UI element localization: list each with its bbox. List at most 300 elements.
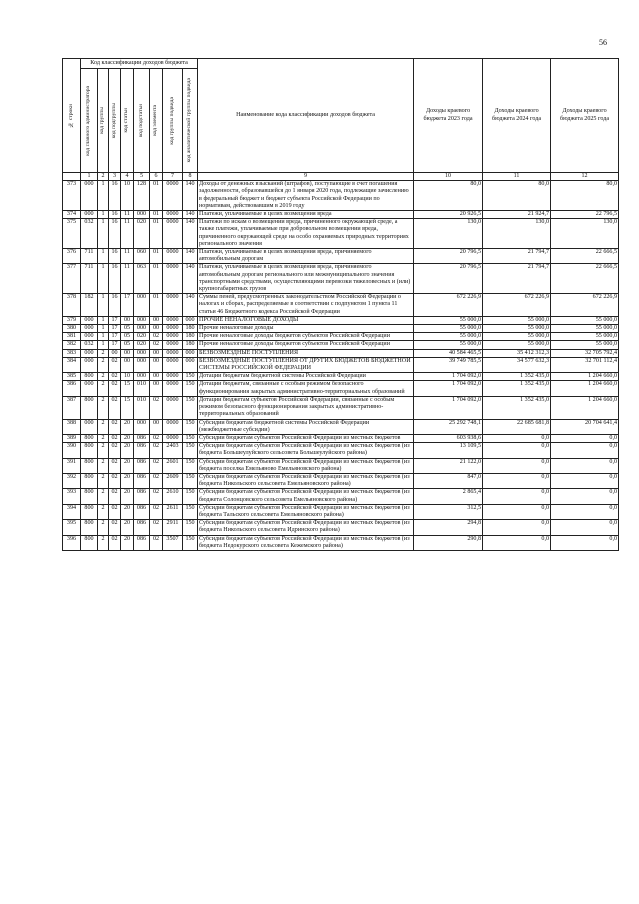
code-cell: 20 [121,489,134,504]
amount-cell: 672 226,9 [551,294,619,317]
amount-cell: 1 204 660,0 [551,373,619,381]
amount-cell: 32 701 112,4 [551,357,619,372]
code-cell: 00 [121,316,134,324]
column-index-cell: 12 [551,173,619,181]
column-index-cell: 8 [183,173,198,181]
code-cell: 02 [109,473,121,488]
header-budget-2023: Доходы краевого бюджета 2023 года [414,59,483,173]
code-cell: 2 [98,357,109,372]
amount-cell: 847,0 [414,473,483,488]
code-cell: 10 [121,373,134,381]
code-cell: 000 [81,333,98,341]
code-cell: 032 [81,341,98,349]
header-code-col: код подстатьи [134,69,150,173]
code-cell: 800 [81,458,98,473]
code-cell: 0000 [163,316,183,324]
code-cell: 128 [134,181,150,211]
code-cell: 140 [183,211,198,219]
row-number-cell: 382 [63,341,81,349]
code-cell: 2 [98,396,109,419]
code-cell: 02 [150,443,163,458]
code-cell: 01 [150,211,163,219]
code-cell: 800 [81,396,98,419]
amount-cell: 21 794,7 [483,264,551,294]
code-cell: 140 [183,219,198,249]
code-cell: 20 [121,434,134,442]
table-row [63,504,619,519]
row-number-cell: 389 [63,434,81,442]
code-cell: 000 [134,325,150,333]
revenue-name-cell: Субсидии бюджетам субъектов Российской Федерации из местных бюджетов (из бюджета поселка Емельяново Емельяновского района) [198,458,414,473]
revenue-name-cell: Платежи, уплачиваемые в целях возмещения вреда [198,211,414,219]
code-cell: 17 [109,333,121,341]
revenue-name-cell: Платежи, уплачиваемые в целях возмещения вреда, причиняемого автомобильным дорогам [198,249,414,264]
budget-revenue-table [62,58,619,551]
amount-cell: 294,8 [414,520,483,535]
code-cell: 2 [98,520,109,535]
code-cell: 20 [121,419,134,434]
code-cell: 20 [121,520,134,535]
table-row [63,520,619,535]
code-cell: 020 [134,333,150,341]
code-cell: 2 [98,473,109,488]
code-cell: 02 [109,443,121,458]
code-cell: 2611 [163,504,183,519]
code-cell: 02 [109,504,121,519]
column-index-cell: 3 [109,173,121,181]
code-cell: 0000 [163,325,183,333]
column-index-cell: 10 [414,173,483,181]
code-cell: 02 [150,473,163,488]
code-cell: 000 [183,357,198,372]
header-code-col: код подгруппы [109,69,121,173]
revenue-name-cell: Суммы пеней, предусмотренных законодательством Российской Федерации о налогах и сборах, распределяемые в соответствии с подпунктом 1 пункта 11 статьи 46 Бюджетного кодекса Российской Федерации [198,294,414,317]
amount-cell: 0,0 [551,504,619,519]
table-row [63,381,619,396]
code-cell: 11 [121,249,134,264]
code-cell: 05 [121,325,134,333]
code-cell: 02 [150,458,163,473]
row-number-cell: 378 [63,294,81,317]
amount-cell: 55 000,0 [414,333,483,341]
revenue-name-cell: БЕЗВОЗМЕЗДНЫЕ ПОСТУПЛЕНИЯ [198,349,414,357]
revenue-name-cell: Субсидии бюджетам субъектов Российской Федерации из местных бюджетов (из бюджета Недокурского сельсовета Кежемского района) [198,535,414,550]
amount-cell: 55 000,0 [551,316,619,324]
code-cell: 2 [98,349,109,357]
amount-cell: 1 204 660,0 [551,396,619,419]
table-row [63,419,619,434]
table-row [63,396,619,419]
code-cell: 1 [98,181,109,211]
code-cell: 150 [183,396,198,419]
amount-cell: 0,0 [551,535,619,550]
code-cell: 000 [81,357,98,372]
code-cell: 000 [134,316,150,324]
code-cell: 800 [81,473,98,488]
code-cell: 2609 [163,473,183,488]
code-cell: 032 [81,219,98,249]
code-cell: 17 [121,294,134,317]
code-cell: 2610 [163,489,183,504]
code-cell: 00 [109,349,121,357]
amount-cell: 0,0 [483,458,551,473]
code-cell: 01 [150,264,163,294]
code-cell: 086 [134,434,150,442]
revenue-name-cell: Прочие неналоговые доходы бюджетов субъектов Российской Федерации [198,341,414,349]
table-row [63,181,619,211]
amount-cell: 20 796,5 [414,264,483,294]
code-cell: 800 [81,443,98,458]
header-code-col: код статьи [121,69,134,173]
page-number: 56 [599,38,607,47]
code-cell: 800 [81,373,98,381]
code-cell: 11 [121,219,134,249]
amount-cell: 55 000,0 [414,325,483,333]
amount-cell: 55 000,0 [483,341,551,349]
code-cell: 086 [134,473,150,488]
column-index-cell: 9 [198,173,414,181]
code-cell: 16 [109,249,121,264]
amount-cell: 603 938,6 [414,434,483,442]
code-cell: 2 [98,535,109,550]
code-cell: 140 [183,249,198,264]
code-cell: 02 [109,357,121,372]
revenue-name-cell: Субсидии бюджетам субъектов Российской Федерации из местных бюджетов (из бюджета Солонцовского сельсовета Емельяновского района) [198,489,414,504]
amount-cell: 55 000,0 [551,325,619,333]
code-cell: 0000 [163,434,183,442]
header-code-col: код аналитической группы подвида [183,69,198,173]
row-number-cell: 392 [63,473,81,488]
code-cell: 000 [81,325,98,333]
code-cell: 00 [150,419,163,434]
row-number-cell: 373 [63,181,81,211]
row-number-cell: 394 [63,504,81,519]
code-cell: 086 [134,489,150,504]
code-cell: 150 [183,520,198,535]
table-row [63,316,619,324]
amount-cell: 672 226,9 [414,294,483,317]
code-cell: 000 [134,211,150,219]
code-cell: 086 [134,458,150,473]
code-cell: 00 [121,357,134,372]
code-cell: 1 [98,316,109,324]
code-cell: 11 [121,264,134,294]
code-cell: 1 [98,264,109,294]
code-cell: 02 [109,520,121,535]
table-row [63,357,619,372]
code-cell: 000 [81,316,98,324]
column-index-cell: 2 [98,173,109,181]
code-cell: 1 [98,294,109,317]
code-cell: 000 [134,349,150,357]
revenue-name-cell: Дотации бюджетам бюджетной системы Российской Федерации [198,373,414,381]
code-cell: 2 [98,434,109,442]
code-cell: 01 [150,219,163,249]
amount-cell: 55 000,0 [483,316,551,324]
amount-cell: 80,0 [551,181,619,211]
code-cell: 086 [134,520,150,535]
amount-cell: 1 352 435,0 [483,373,551,381]
code-cell: 0000 [163,349,183,357]
code-cell: 2601 [163,458,183,473]
amount-cell: 1 704 092,0 [414,396,483,419]
amount-cell: 0,0 [551,520,619,535]
code-cell: 150 [183,489,198,504]
table-row [63,458,619,473]
code-cell: 180 [183,325,198,333]
revenue-name-cell: Платежи по искам о возмещении вреда, причиненного окружающей среде, а также платежи, уплачиваемые при добровольном возмещении вреда, причиненного окружающей среде на особо охраняемых природных территориях регионального значения [198,219,414,249]
code-cell: 000 [134,419,150,434]
amount-cell: 130,0 [483,219,551,249]
code-cell: 150 [183,443,198,458]
header-budget-2024: Доходы краевого бюджета 2024 года [483,59,551,173]
amount-cell: 34 577 632,3 [483,357,551,372]
code-cell: 150 [183,458,198,473]
row-number-cell: 379 [63,316,81,324]
amount-cell: 130,0 [414,219,483,249]
code-cell: 010 [134,396,150,419]
revenue-name-cell: Платежи, уплачиваемые в целях возмещения вреда, причиняемого автомобильным дорогам регионального или межмуниципального значения транспортными средствами, осуществляющими перевозки тяжеловесных и (или) крупногабаритных грузов [198,264,414,294]
amount-cell: 20 704 641,4 [551,419,619,434]
table-row [63,333,619,341]
code-cell: 02 [109,396,121,419]
code-cell: 1 [98,249,109,264]
code-cell: 800 [81,520,98,535]
table-row [63,211,619,219]
row-number-cell: 390 [63,443,81,458]
revenue-name-cell: Прочие неналоговые доходы [198,325,414,333]
code-cell: 16 [109,211,121,219]
code-cell: 150 [183,504,198,519]
table-row [63,219,619,249]
code-cell: 000 [81,419,98,434]
revenue-name-cell: Субсидии бюджетам субъектов Российской Федерации из местных бюджетов (из бюджета Никольского сельсовета Емельяновского района) [198,473,414,488]
code-cell: 000 [81,211,98,219]
amount-cell: 80,0 [414,181,483,211]
row-number-cell: 393 [63,489,81,504]
code-cell: 150 [183,419,198,434]
code-cell: 063 [134,264,150,294]
header-row-number: № строки [63,59,81,173]
amount-cell: 1 704 092,0 [414,373,483,381]
code-cell: 20 [121,535,134,550]
amount-cell: 25 292 748,1 [414,419,483,434]
code-cell: 02 [109,419,121,434]
code-cell: 2 [98,443,109,458]
code-cell: 02 [150,489,163,504]
revenue-name-cell: Прочие неналоговые доходы бюджетов субъектов Российской Федерации [198,333,414,341]
code-cell: 0000 [163,419,183,434]
code-cell: 1 [98,341,109,349]
code-cell: 00 [150,325,163,333]
amount-cell: 0,0 [551,458,619,473]
code-cell: 05 [121,341,134,349]
code-cell: 150 [183,373,198,381]
row-number-cell: 381 [63,333,81,341]
header-code-col: код группы [98,69,109,173]
header-code-col: код главного администратора [81,69,98,173]
code-cell: 1 [98,333,109,341]
amount-cell: 0,0 [483,443,551,458]
table-row [63,325,619,333]
amount-cell: 1 352 435,0 [483,381,551,396]
amount-cell: 0,0 [483,473,551,488]
amount-cell: 13 109,5 [414,443,483,458]
code-cell: 17 [109,341,121,349]
code-cell: 000 [134,294,150,317]
column-index-cell [63,173,81,181]
amount-cell: 0,0 [483,535,551,550]
amount-cell: 2 865,4 [414,489,483,504]
column-index-cell: 6 [150,173,163,181]
row-number-cell: 383 [63,349,81,357]
table-row [63,294,619,317]
amount-cell: 22 796,5 [551,211,619,219]
code-cell: 2 [98,504,109,519]
code-cell: 0000 [163,219,183,249]
code-cell: 17 [109,325,121,333]
code-cell: 02 [109,373,121,381]
code-cell: 0000 [163,357,183,372]
code-cell: 02 [109,381,121,396]
table-row [63,535,619,550]
row-number-cell: 387 [63,396,81,419]
code-cell: 17 [109,316,121,324]
code-cell: 800 [81,504,98,519]
header-code-group: Код классификации доходов бюджета [81,59,198,69]
code-cell: 20 [121,504,134,519]
code-cell: 2 [98,458,109,473]
code-cell: 02 [150,535,163,550]
code-cell: 01 [150,249,163,264]
code-cell: 02 [150,434,163,442]
amount-cell: 55 000,0 [551,333,619,341]
code-cell: 01 [150,294,163,317]
amount-cell: 35 412 312,3 [483,349,551,357]
code-cell: 20 [121,473,134,488]
code-cell: 1 [98,325,109,333]
amount-cell: 22 666,5 [551,249,619,264]
revenue-name-cell: Доходы от денежных взысканий (штрафов), поступающие в счет погашения задолженности, образовавшейся до 1 января 2020 года, подлежащие зачислению в федеральный бюджет и бюджет субъекта Российской Федерации по нормативам, действовавшим в 2019 году [198,181,414,211]
code-cell: 00 [150,373,163,381]
code-cell: 11 [121,211,134,219]
code-cell: 02 [150,333,163,341]
code-cell: 00 [150,349,163,357]
code-cell: 800 [81,434,98,442]
amount-cell: 0,0 [551,434,619,442]
code-cell: 140 [183,181,198,211]
code-cell: 000 [134,357,150,372]
code-cell: 150 [183,473,198,488]
code-cell: 140 [183,264,198,294]
code-cell: 000 [183,316,198,324]
code-cell: 02 [150,341,163,349]
row-number-cell: 384 [63,357,81,372]
row-number-cell: 377 [63,264,81,294]
code-cell: 000 [183,349,198,357]
amount-cell: 22 685 681,8 [483,419,551,434]
amount-cell: 290,8 [414,535,483,550]
code-cell: 0000 [163,373,183,381]
table-row [63,341,619,349]
code-cell: 140 [183,294,198,317]
amount-cell: 39 749 785,5 [414,357,483,372]
code-cell: 0000 [163,264,183,294]
row-number-cell: 380 [63,325,81,333]
code-cell: 020 [134,219,150,249]
code-cell: 00 [150,357,163,372]
code-cell: 16 [109,181,121,211]
code-cell: 16 [109,219,121,249]
amount-cell: 0,0 [551,443,619,458]
amount-cell: 55 000,0 [414,316,483,324]
code-cell: 000 [81,181,98,211]
amount-cell: 130,0 [551,219,619,249]
table-row [63,349,619,357]
code-cell: 00 [150,381,163,396]
header-code-col: код элемента [150,69,163,173]
code-cell: 800 [81,489,98,504]
code-cell: 0000 [163,211,183,219]
amount-cell: 1 204 660,0 [551,381,619,396]
code-cell: 086 [134,535,150,550]
header-name: Наименование кода классификации доходов бюджета [198,59,414,173]
row-number-cell: 396 [63,535,81,550]
column-index-cell: 7 [163,173,183,181]
code-cell: 150 [183,535,198,550]
amount-cell: 0,0 [551,473,619,488]
code-cell: 2 [98,381,109,396]
amount-cell: 55 000,0 [483,333,551,341]
code-cell: 02 [109,489,121,504]
code-cell: 16 [109,294,121,317]
amount-cell: 0,0 [483,520,551,535]
code-cell: 000 [134,373,150,381]
code-cell: 020 [134,341,150,349]
table-row [63,373,619,381]
row-number-cell: 386 [63,381,81,396]
code-cell: 800 [81,535,98,550]
code-cell: 0000 [163,294,183,317]
code-cell: 1 [98,219,109,249]
revenue-name-cell: Субсидии бюджетам субъектов Российской Федерации из местных бюджетов (из бюджета Никольского сельсовета Идринского района) [198,520,414,535]
code-cell: 2911 [163,520,183,535]
code-cell: 000 [81,349,98,357]
amount-cell: 55 000,0 [414,341,483,349]
row-number-cell: 395 [63,520,81,535]
code-cell: 2 [98,373,109,381]
amount-cell: 55 000,0 [483,325,551,333]
code-cell: 711 [81,249,98,264]
code-cell: 02 [150,520,163,535]
revenue-name-cell: ПРОЧИЕ НЕНАЛОГОВЫЕ ДОХОДЫ [198,316,414,324]
code-cell: 20 [121,458,134,473]
code-cell: 0000 [163,341,183,349]
row-number-cell: 388 [63,419,81,434]
code-cell: 10 [121,181,134,211]
code-cell: 02 [150,504,163,519]
amount-cell: 21 122,0 [414,458,483,473]
revenue-name-cell: Дотации бюджетам субъектов Российской Федерации, связанные с особым режимом безопасного функционирования закрытых административно-территориальных образований [198,396,414,419]
code-cell: 086 [134,504,150,519]
amount-cell: 55 000,0 [551,341,619,349]
row-number-cell: 376 [63,249,81,264]
code-cell: 010 [134,381,150,396]
code-cell: 060 [134,249,150,264]
code-cell: 150 [183,381,198,396]
amount-cell: 672 226,9 [483,294,551,317]
code-cell: 180 [183,333,198,341]
